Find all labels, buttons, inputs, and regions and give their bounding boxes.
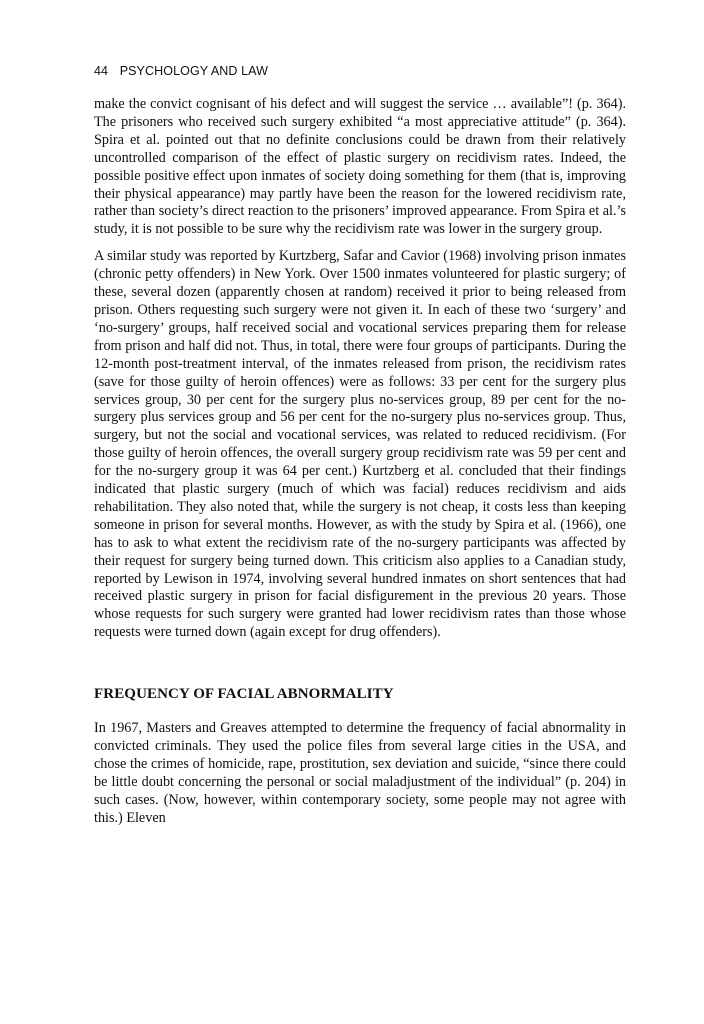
paragraph-spira-study: make the convict cognisant of his defect and will suggest the service … available”! (p. 364). The prisoners who received such surgery exhibited “a most appreciative attitude” (p. 364). Spira et al. pointed out that no definite conclusions could be drawn from their relatively uncontrolled comparison of the effect of plastic surgery on recidivism rates. Indeed, the possible positive effect upon inmates of society doing something for them (that is, improving their physical appearance) may partly have been the reason for the lowered recidivism rate, rather than society’s direct reaction to the prisoners’ improved appearance. From Spira et al.’s study, it is not possible to be sure why the recidivism rate was lower in the surgery group. (94, 96, 626, 238)
paragraph-kurtzberg-study: A similar study was reported by Kurtzberg, Safar and Cavior (1968) involving prison inmates (chronic petty offenders) in New York. Over 1500 inmates volunteered for plastic surgery; of these, several dozen (apparently chosen at random) received it prior to being released from prison. Others requesting such surgery were not given it. In each of these two ‘surgery’ and ‘no-surgery’ groups, half received social and vocational services preparing them for release from prison and half did not. Thus, in total, there were four groups of participants. During the 12-month post-treatment interval, of the inmates released from prison, the recidivism rates (save for those guilty of heroin offences) were as follows: 33 per cent for the surgery plus services group, 30 per cent for the surgery plus no-services group, 89 per cent for the no-surgery plus services group and 56 per cent for the no-surgery plus no-services group. Thus, surgery, but not the social and vocational services, was related to reduced recidivism. (For those guilty of heroin offences, the overall surgery group recidivism rate was 59 per cent and for the no-surgery group it was 64 per cent.) Kurtzberg et al. concluded that their findings indicated that plastic surgery (much of which was facial) reduces recidivism and aids rehabilitation. They also noted that, while the surgery is not cheap, it costs less than keeping someone in prison for several months. However, as with the study by Spira et al. (1966), one has to ask to what extent the recidivism rate of the no-surgery participants was affected by their request for surgery being turned down. This criticism also applies to a Canadian study, reported by Lewison in 1974, involving several hundred inmates on short sentences that had received plastic surgery in prison for facial disfigurement in the previous 20 years. Those whose requests for such surgery were granted had lower recidivism rates than those whose requests were turned down (again except for drug offenders). (94, 248, 626, 641)
paragraph-masters-greaves: In 1967, Masters and Greaves attempted to determine the frequency of facial abnormality in convicted criminals. They used the police files from several large cities in the USA, and chose the crimes of homicide, rape, prostitution, sex deviation and suicide, “since there could be little doubt concerning the personal or social maladjustment of the individual” (p. 204) in such cases. (Now, however, within contemporary society, some people may not agree with this.) Eleven (94, 720, 626, 826)
page-number: 44 (94, 64, 109, 78)
book-page (94, 64, 626, 837)
section-heading: FREQUENCY OF FACIAL ABNORMALITY (94, 686, 394, 703)
running-head (94, 64, 626, 78)
running-title: PSYCHOLOGY AND LAW (119, 64, 269, 78)
